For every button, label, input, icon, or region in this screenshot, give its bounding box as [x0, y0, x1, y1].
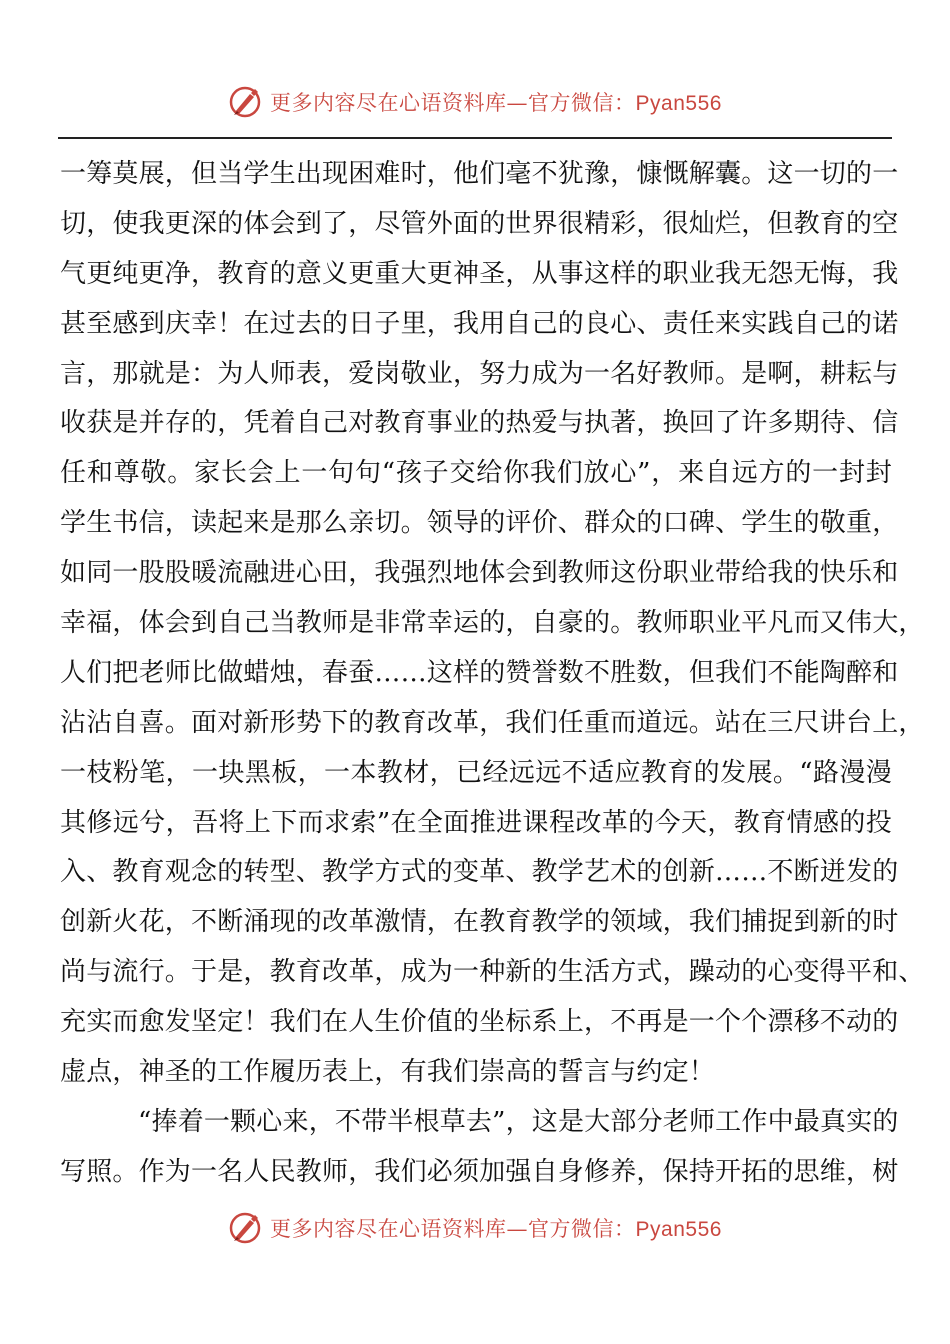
- body-line: 甚至感到庆幸！在过去的日子里，我用自己的良心、责任来实践自己的诺: [60, 308, 899, 339]
- pen-logo-icon: [228, 1211, 262, 1245]
- body-line: 一筹莫展，但当学生出现困难时，他们毫不犹豫，慷慨解囊。这一切的一: [60, 159, 899, 189]
- header-divider: [58, 137, 892, 139]
- header-banner: [0, 82, 950, 122]
- body-line: 虚点，神圣的工作履历表上，有我们崇高的誓言与约定！: [60, 1057, 716, 1088]
- footer-banner-main: 更多内容尽在心语资料库: [270, 1217, 507, 1241]
- body-line: 写照。作为一名人民教师，我们必须加强自身修养，保持开拓的思维，树: [60, 1156, 899, 1187]
- header-banner-sep: —: [506, 91, 529, 115]
- body-line-paragraph-start: “捧着一颗心来，不带半根草去”，这是大部分老师工作中最真实的: [138, 1106, 899, 1137]
- body-line: 切，使我更深的体会到了，尽管外面的世界很精彩，很灿烂，但教育的空: [60, 208, 899, 239]
- header-banner-text: [270, 87, 722, 117]
- body-line: 如同一股股暖流融进心田，我强烈地体会到教师这份职业带给我的快乐和: [60, 558, 899, 589]
- body-line: 尚与流行。于是，教育改革，成为一种新的生活方式，躁动的心变得平和、: [60, 957, 925, 988]
- footer-banner-text: [270, 1213, 722, 1243]
- body-line: 任和尊敬。家长会上一句句“孩子交给你我们放心”，来自远方的一封封: [60, 458, 892, 489]
- footer-banner-sep: —: [506, 1217, 529, 1241]
- body-line: 收获是并存的，凭着自己对教育事业的热爱与执著，换回了许多期待、信: [60, 408, 899, 439]
- header-banner-wx-id: Pyan556: [635, 92, 722, 115]
- body-line: 沾沾自喜。面对新形势下的教育改革，我们任重而道远。站在三尺讲台上，: [60, 707, 925, 738]
- header-banner-wx-label: 官方微信：: [528, 91, 636, 115]
- body-line: 人们把老师比做蜡烛，春蚕……这样的赞誉数不胜数，但我们不能陶醉和: [60, 657, 899, 688]
- body-line: 一枝粉笔，一块黑板，一本教材，已经远远不适应教育的发展。“路漫漫: [60, 757, 892, 788]
- body-line: 幸福，体会到自己当教师是非常幸运的，自豪的。教师职业平凡而又伟大，: [60, 608, 925, 639]
- footer-banner: [0, 1208, 950, 1248]
- document-body: [60, 150, 925, 1198]
- body-line: 其修远兮，吾将上下而求索”在全面推进课程改革的今天，教育情感的投: [60, 807, 892, 838]
- footer-banner-wx-label: 官方微信：: [528, 1217, 636, 1241]
- body-line: 气更纯更净，教育的意义更重大更神圣，从事这样的职业我无怨无悔，我: [60, 258, 899, 289]
- pen-logo-icon: [228, 85, 262, 119]
- body-line: 充实而愈发坚定！我们在人生价值的坐标系上，不再是一个个漂移不动的: [60, 1007, 899, 1038]
- body-line: 学生书信，读起来是那么亲切。领导的评价、群众的口碑、学生的敬重，: [60, 508, 899, 539]
- footer-banner-wx-id: Pyan556: [635, 1218, 722, 1241]
- body-line: 入、教育观念的转型、教学方式的变革、教学艺术的创新……不断迸发的: [60, 857, 899, 888]
- body-line: 言，那就是：为人师表，爱岗敬业，努力成为一名好教师。是啊，耕耘与: [60, 358, 899, 389]
- body-line: 创新火花，不断涌现的改革激情，在教育教学的领域，我们捕捉到新的时: [60, 907, 899, 938]
- header-banner-main: 更多内容尽在心语资料库: [270, 91, 507, 115]
